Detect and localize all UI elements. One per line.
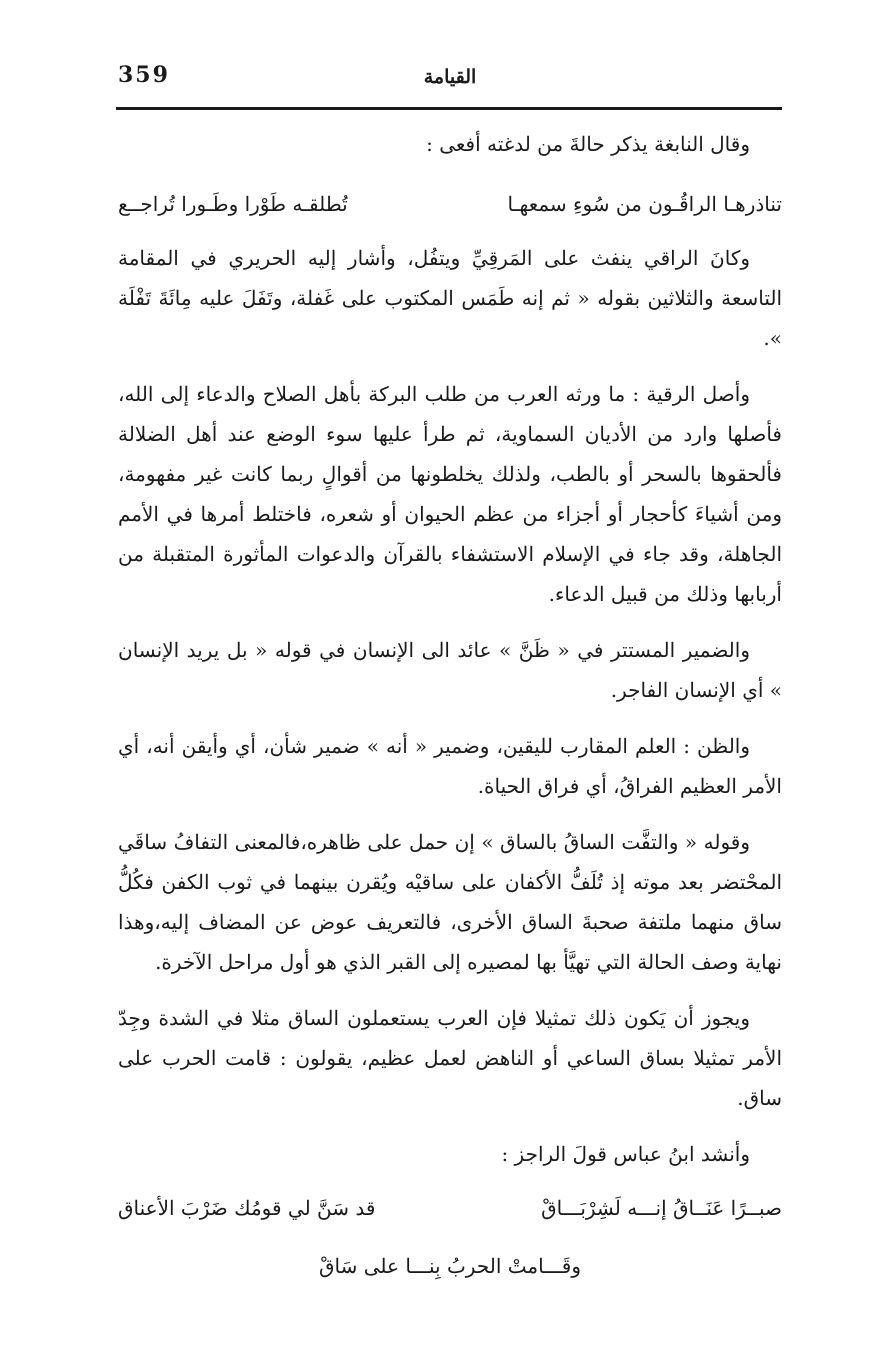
verse-rajaz-last-line: وقَـــامتْ الحربُ بِنـــا على سَاقْ <box>319 1254 581 1278</box>
paragraph-7: ويجوز أن يَكون ذلك تمثيلا فإن العرب يستعملون الساق مثلا في الشدة وجِدّ الأمر تمثيلا بساق الساعي أو الناهض لعمل عظيم، يقولون : قامت الحرب على ساق. <box>118 1006 782 1110</box>
rajaz-first-hemistich: صبــرًا عَنَــاقُ إنـــه لَشِرْبَـــاقْ <box>541 1196 782 1220</box>
paragraph-4: والضمير المستتر في « ظَنَّ » عائد الى الإنسان في قوله « بل يريد الإنسان » أي الإنسان الفاجر. <box>118 638 782 702</box>
verse-second-hemistich: تُطلقـه طَوْرا وطَـورا تُراجــع <box>118 192 348 216</box>
page-body <box>118 124 782 1290</box>
paragraph-3: وأصل الرقية : ما ورثه العرب من طلب البركة بأهل الصلاح والدعاء إلى الله، فأصلها وارد من الأديان السماوية، ثم طرأ عليها سوء الوضع عند أهل الضلالة فألحقوها بالسحر أو بالطب، ولذلك يخلطونها من أقوالٍ ربما كانت غير مفهومة، ومن أشياءَ كأحجار أو أجزاء من عظم الحيوان أو شعره، فاختلط أمرها في الأمم الجاهلة، وقد جاء في الإسلام الاستشفاء بالقرآن والدعوات المأثورة المتقبلة من أربابها وذلك من قبيل الدعاء. <box>118 382 783 606</box>
rajaz-second-hemistich: قد سَنَّ لي قومُك ضَرْبَ الأعناق <box>118 1196 376 1220</box>
paragraph-1: وقال النابغة يذكر حالةَ من لدغته أفعى : <box>426 132 750 156</box>
paragraph-5: والظن : العلم المقارب لليقين، وضمير « أنه » ضمير شأن، أي وأيقن أنه، أي الأمر العظيم الفراقُ، أي فراق الحياة. <box>118 734 782 798</box>
running-title: القيامة <box>423 66 477 88</box>
paragraph-6: وقوله « والتفَّت الساقُ بالساق » إن حمل على ظاهره،فالمعنى التفافُ ساقَي المحْتضر بعد موته إذ تُلَفُّ الأكفان على ساقيْه ويُقرن بينهما في ثوب الكفن فكُلُّ ساق منهما ملتفة صحبةَ الساق الأخرى، فالتعريف عوض عن المضاف إليه،وهذا نهاية وصف الحالة التي تهيَّأ بها لمصيره إلى القبر الذي هو أول مراحل الآخرة. <box>118 830 782 974</box>
verse-first-hemistich: تناذرهـا الراقُـون من سُوءِ سمعهـا <box>507 192 782 216</box>
verse-nabigha <box>118 180 782 228</box>
verse-rajaz <box>118 1184 782 1232</box>
paragraph-8: وأنشد ابنُ عباس قولَ الراجز : <box>501 1142 750 1166</box>
paragraph-2: وكانَ الراقي ينفث على المَرقِيِّ ويتفُل، وأشار إليه الحريري في المقامة التاسعة والثلاثين بقوله « ثم إنه طَمَس المكتوب على غَفلة، وتَفَلَ عليه مِائَةَ تَفْلَة ». <box>118 246 782 350</box>
page-header <box>118 58 782 102</box>
header-rule <box>116 107 782 110</box>
page-number: 359 <box>118 62 170 88</box>
